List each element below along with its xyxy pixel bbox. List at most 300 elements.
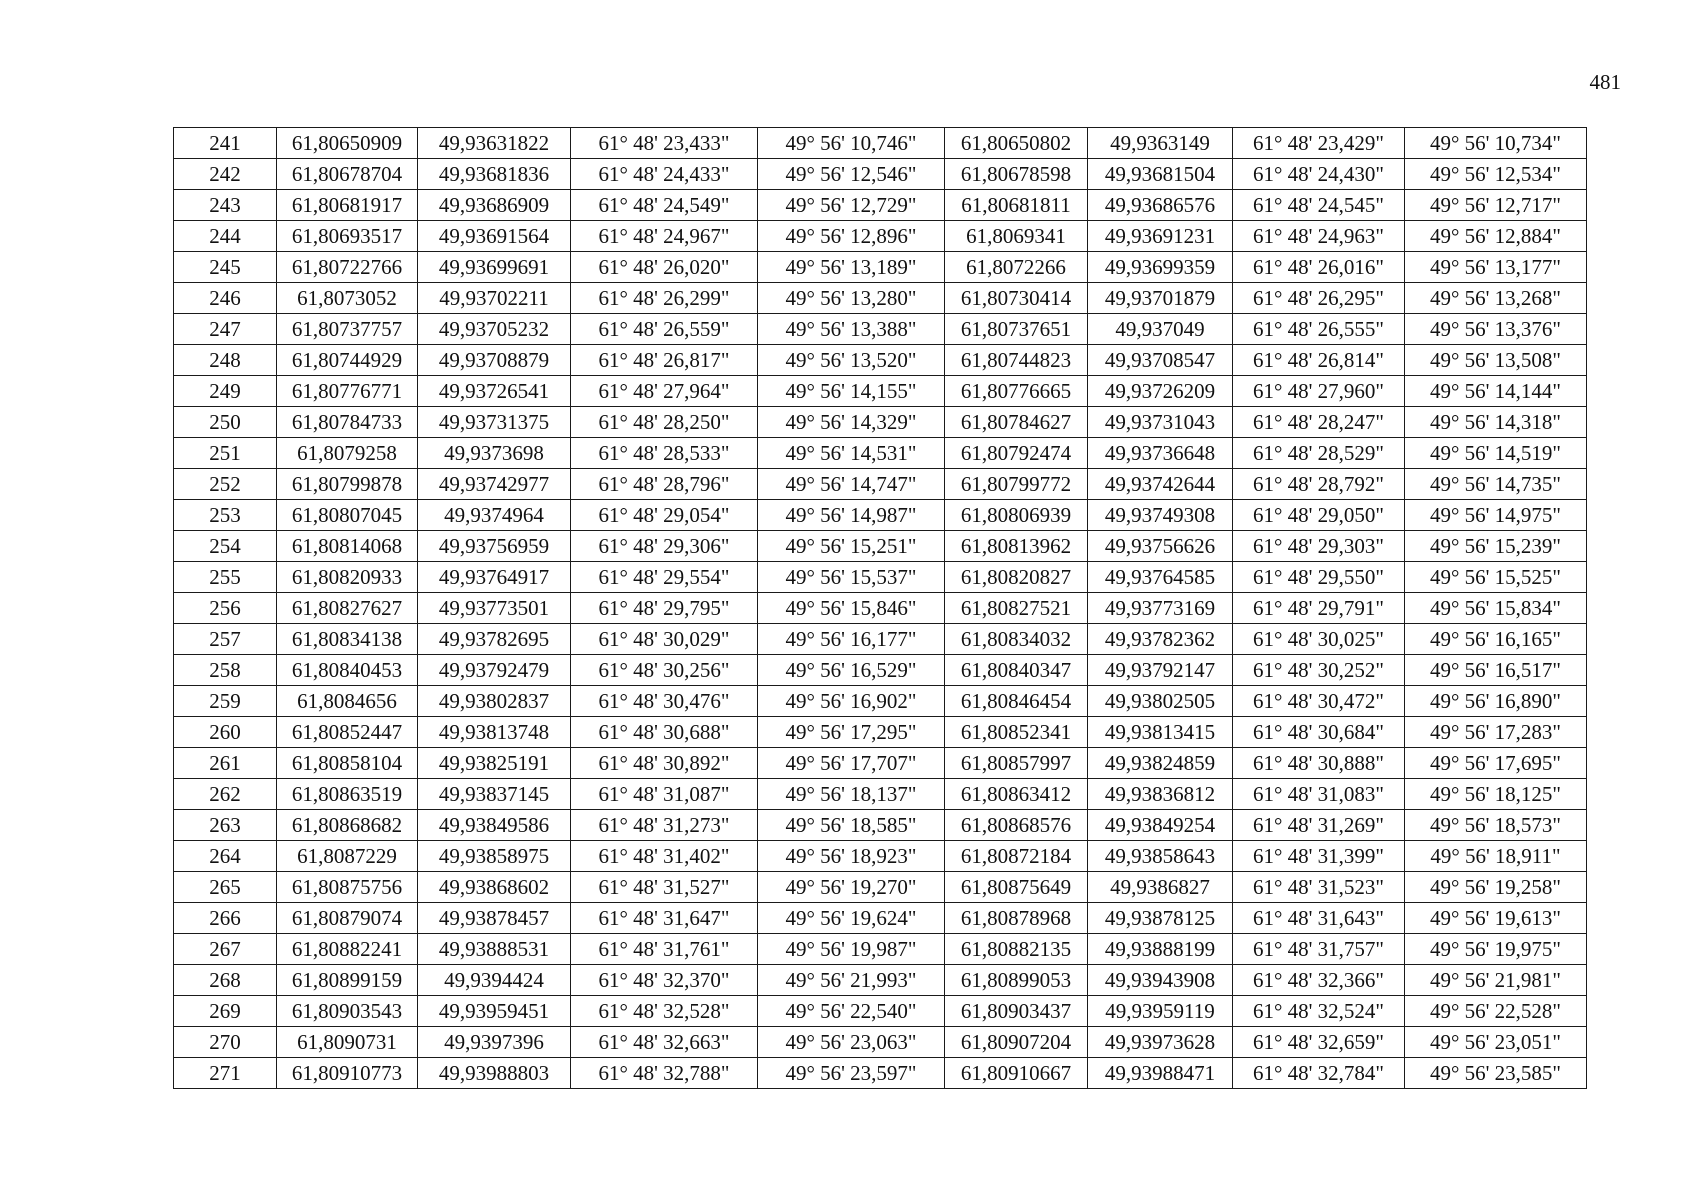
point-number-cell: 255 (174, 562, 277, 593)
longitude-dms-cell: 49° 56' 19,624" (758, 903, 945, 934)
latitude-decimal-cell: 61,80852447 (277, 717, 418, 748)
latitude-dms-cell: 61° 48' 30,892" (571, 748, 758, 779)
latitude-dms-cell: 61° 48' 28,533" (571, 438, 758, 469)
table-row (174, 1058, 1587, 1089)
longitude-decimal-cell: 49,93849586 (418, 810, 571, 841)
latitude-decimal-2-cell: 61,80868576 (945, 810, 1088, 841)
latitude-decimal-2-cell: 61,80857997 (945, 748, 1088, 779)
latitude-dms-cell: 61° 48' 29,054" (571, 500, 758, 531)
latitude-decimal-cell: 61,80814068 (277, 531, 418, 562)
longitude-decimal-2-cell: 49,93708547 (1088, 345, 1233, 376)
longitude-decimal-cell: 49,93825191 (418, 748, 571, 779)
latitude-dms-cell: 61° 48' 29,306" (571, 531, 758, 562)
latitude-decimal-cell: 61,80744929 (277, 345, 418, 376)
point-number-cell: 266 (174, 903, 277, 934)
latitude-dms-2-cell: 61° 48' 30,472" (1233, 686, 1405, 717)
longitude-dms-cell: 49° 56' 17,707" (758, 748, 945, 779)
longitude-dms-cell: 49° 56' 18,923" (758, 841, 945, 872)
point-number-cell: 243 (174, 190, 277, 221)
latitude-dms-2-cell: 61° 48' 27,960" (1233, 376, 1405, 407)
latitude-dms-cell: 61° 48' 28,796" (571, 469, 758, 500)
latitude-dms-cell: 61° 48' 24,549" (571, 190, 758, 221)
table-row (174, 965, 1587, 996)
latitude-decimal-2-cell: 61,80681811 (945, 190, 1088, 221)
point-number-cell: 263 (174, 810, 277, 841)
point-number-cell: 247 (174, 314, 277, 345)
point-number-cell: 245 (174, 252, 277, 283)
latitude-dms-2-cell: 61° 48' 31,643" (1233, 903, 1405, 934)
table-row (174, 531, 1587, 562)
latitude-decimal-cell: 61,80899159 (277, 965, 418, 996)
table-row (174, 407, 1587, 438)
longitude-decimal-cell: 49,93773501 (418, 593, 571, 624)
longitude-dms-2-cell: 49° 56' 16,890" (1405, 686, 1587, 717)
latitude-decimal-cell: 61,80678704 (277, 159, 418, 190)
longitude-decimal-2-cell: 49,93756626 (1088, 531, 1233, 562)
latitude-decimal-2-cell: 61,8072266 (945, 252, 1088, 283)
longitude-decimal-cell: 49,9374964 (418, 500, 571, 531)
longitude-decimal-2-cell: 49,93701879 (1088, 283, 1233, 314)
longitude-decimal-2-cell: 49,93726209 (1088, 376, 1233, 407)
longitude-decimal-2-cell: 49,93878125 (1088, 903, 1233, 934)
longitude-dms-2-cell: 49° 56' 19,613" (1405, 903, 1587, 934)
latitude-dms-2-cell: 61° 48' 26,555" (1233, 314, 1405, 345)
longitude-dms-cell: 49° 56' 13,520" (758, 345, 945, 376)
latitude-decimal-cell: 61,8073052 (277, 283, 418, 314)
latitude-decimal-cell: 61,8079258 (277, 438, 418, 469)
longitude-dms-cell: 49° 56' 14,987" (758, 500, 945, 531)
longitude-decimal-2-cell: 49,93782362 (1088, 624, 1233, 655)
latitude-dms-2-cell: 61° 48' 31,757" (1233, 934, 1405, 965)
longitude-dms-cell: 49° 56' 14,747" (758, 469, 945, 500)
latitude-decimal-2-cell: 61,80875649 (945, 872, 1088, 903)
latitude-dms-2-cell: 61° 48' 24,963" (1233, 221, 1405, 252)
table-body (174, 128, 1587, 1089)
latitude-decimal-cell: 61,8084656 (277, 686, 418, 717)
table-row (174, 438, 1587, 469)
longitude-dms-2-cell: 49° 56' 15,834" (1405, 593, 1587, 624)
latitude-decimal-cell: 61,8087229 (277, 841, 418, 872)
table-row (174, 748, 1587, 779)
latitude-dms-2-cell: 61° 48' 32,659" (1233, 1027, 1405, 1058)
latitude-decimal-2-cell: 61,80678598 (945, 159, 1088, 190)
latitude-dms-2-cell: 61° 48' 31,523" (1233, 872, 1405, 903)
point-number-cell: 258 (174, 655, 277, 686)
longitude-dms-2-cell: 49° 56' 17,283" (1405, 717, 1587, 748)
longitude-decimal-2-cell: 49,93699359 (1088, 252, 1233, 283)
longitude-decimal-2-cell: 49,93849254 (1088, 810, 1233, 841)
longitude-dms-cell: 49° 56' 14,329" (758, 407, 945, 438)
latitude-decimal-2-cell: 61,80792474 (945, 438, 1088, 469)
longitude-dms-2-cell: 49° 56' 14,975" (1405, 500, 1587, 531)
table-row (174, 841, 1587, 872)
latitude-decimal-2-cell: 61,80834032 (945, 624, 1088, 655)
table-row (174, 779, 1587, 810)
latitude-decimal-2-cell: 61,80827521 (945, 593, 1088, 624)
longitude-decimal-cell: 49,93691564 (418, 221, 571, 252)
latitude-dms-cell: 61° 48' 29,795" (571, 593, 758, 624)
longitude-dms-cell: 49° 56' 15,251" (758, 531, 945, 562)
latitude-dms-2-cell: 61° 48' 26,016" (1233, 252, 1405, 283)
longitude-decimal-2-cell: 49,93836812 (1088, 779, 1233, 810)
longitude-decimal-cell: 49,93699691 (418, 252, 571, 283)
longitude-dms-2-cell: 49° 56' 14,144" (1405, 376, 1587, 407)
longitude-decimal-2-cell: 49,93824859 (1088, 748, 1233, 779)
page-number: 481 (1589, 70, 1621, 94)
longitude-decimal-cell: 49,93764917 (418, 562, 571, 593)
point-number-cell: 264 (174, 841, 277, 872)
point-number-cell: 259 (174, 686, 277, 717)
longitude-decimal-cell: 49,93782695 (418, 624, 571, 655)
latitude-dms-cell: 61° 48' 26,559" (571, 314, 758, 345)
longitude-dms-cell: 49° 56' 13,280" (758, 283, 945, 314)
latitude-decimal-2-cell: 61,80899053 (945, 965, 1088, 996)
point-number-cell: 267 (174, 934, 277, 965)
table-row (174, 810, 1587, 841)
longitude-dms-2-cell: 49° 56' 19,258" (1405, 872, 1587, 903)
longitude-dms-cell: 49° 56' 15,537" (758, 562, 945, 593)
longitude-dms-cell: 49° 56' 19,270" (758, 872, 945, 903)
point-number-cell: 252 (174, 469, 277, 500)
latitude-decimal-2-cell: 61,80813962 (945, 531, 1088, 562)
latitude-decimal-2-cell: 61,80650802 (945, 128, 1088, 159)
latitude-dms-cell: 61° 48' 32,663" (571, 1027, 758, 1058)
longitude-dms-2-cell: 49° 56' 16,165" (1405, 624, 1587, 655)
longitude-dms-cell: 49° 56' 14,531" (758, 438, 945, 469)
latitude-decimal-2-cell: 61,80784627 (945, 407, 1088, 438)
latitude-decimal-cell: 61,80776771 (277, 376, 418, 407)
latitude-dms-2-cell: 61° 48' 32,524" (1233, 996, 1405, 1027)
table-row (174, 376, 1587, 407)
latitude-decimal-cell: 61,80868682 (277, 810, 418, 841)
table-row (174, 221, 1587, 252)
point-number-cell: 250 (174, 407, 277, 438)
point-number-cell: 242 (174, 159, 277, 190)
longitude-dms-cell: 49° 56' 23,063" (758, 1027, 945, 1058)
latitude-dms-2-cell: 61° 48' 31,399" (1233, 841, 1405, 872)
latitude-dms-cell: 61° 48' 31,761" (571, 934, 758, 965)
point-number-cell: 249 (174, 376, 277, 407)
longitude-decimal-2-cell: 49,93764585 (1088, 562, 1233, 593)
latitude-dms-2-cell: 61° 48' 30,888" (1233, 748, 1405, 779)
point-number-cell: 246 (174, 283, 277, 314)
point-number-cell: 270 (174, 1027, 277, 1058)
point-number-cell: 260 (174, 717, 277, 748)
longitude-decimal-2-cell: 49,93686576 (1088, 190, 1233, 221)
latitude-decimal-cell: 61,80681917 (277, 190, 418, 221)
latitude-dms-cell: 61° 48' 31,647" (571, 903, 758, 934)
longitude-dms-2-cell: 49° 56' 23,051" (1405, 1027, 1587, 1058)
longitude-dms-cell: 49° 56' 13,388" (758, 314, 945, 345)
latitude-decimal-cell: 61,80910773 (277, 1058, 418, 1089)
latitude-decimal-2-cell: 61,80806939 (945, 500, 1088, 531)
longitude-dms-2-cell: 49° 56' 17,695" (1405, 748, 1587, 779)
table-row (174, 934, 1587, 965)
longitude-decimal-2-cell: 49,93736648 (1088, 438, 1233, 469)
longitude-decimal-2-cell: 49,93988471 (1088, 1058, 1233, 1089)
latitude-dms-2-cell: 61° 48' 29,791" (1233, 593, 1405, 624)
point-number-cell: 248 (174, 345, 277, 376)
longitude-decimal-cell: 49,93708879 (418, 345, 571, 376)
longitude-dms-cell: 49° 56' 16,902" (758, 686, 945, 717)
table-row (174, 283, 1587, 314)
point-number-cell: 262 (174, 779, 277, 810)
longitude-decimal-2-cell: 49,93813415 (1088, 717, 1233, 748)
longitude-dms-2-cell: 49° 56' 13,376" (1405, 314, 1587, 345)
table-row (174, 1027, 1587, 1058)
longitude-dms-cell: 49° 56' 17,295" (758, 717, 945, 748)
latitude-dms-2-cell: 61° 48' 26,295" (1233, 283, 1405, 314)
longitude-dms-cell: 49° 56' 13,189" (758, 252, 945, 283)
longitude-dms-2-cell: 49° 56' 18,911" (1405, 841, 1587, 872)
longitude-decimal-cell: 49,9373698 (418, 438, 571, 469)
longitude-dms-2-cell: 49° 56' 12,534" (1405, 159, 1587, 190)
latitude-decimal-cell: 61,8090731 (277, 1027, 418, 1058)
latitude-decimal-cell: 61,80882241 (277, 934, 418, 965)
latitude-decimal-cell: 61,80858104 (277, 748, 418, 779)
latitude-dms-2-cell: 61° 48' 29,050" (1233, 500, 1405, 531)
longitude-decimal-2-cell: 49,93742644 (1088, 469, 1233, 500)
point-number-cell: 241 (174, 128, 277, 159)
latitude-dms-2-cell: 61° 48' 31,083" (1233, 779, 1405, 810)
latitude-decimal-2-cell: 61,80907204 (945, 1027, 1088, 1058)
longitude-decimal-2-cell: 49,93731043 (1088, 407, 1233, 438)
longitude-dms-2-cell: 49° 56' 15,525" (1405, 562, 1587, 593)
latitude-decimal-2-cell: 61,80744823 (945, 345, 1088, 376)
longitude-dms-2-cell: 49° 56' 16,517" (1405, 655, 1587, 686)
latitude-decimal-2-cell: 61,80863412 (945, 779, 1088, 810)
table-row (174, 190, 1587, 221)
table-row (174, 717, 1587, 748)
longitude-dms-cell: 49° 56' 18,585" (758, 810, 945, 841)
latitude-dms-2-cell: 61° 48' 24,430" (1233, 159, 1405, 190)
latitude-dms-cell: 61° 48' 29,554" (571, 562, 758, 593)
longitude-decimal-cell: 49,93792479 (418, 655, 571, 686)
table-row (174, 159, 1587, 190)
longitude-decimal-cell: 49,93878457 (418, 903, 571, 934)
latitude-dms-2-cell: 61° 48' 28,247" (1233, 407, 1405, 438)
latitude-dms-2-cell: 61° 48' 28,792" (1233, 469, 1405, 500)
longitude-dms-cell: 49° 56' 14,155" (758, 376, 945, 407)
table-row (174, 996, 1587, 1027)
latitude-decimal-2-cell: 61,80872184 (945, 841, 1088, 872)
latitude-dms-2-cell: 61° 48' 32,366" (1233, 965, 1405, 996)
longitude-dms-2-cell: 49° 56' 18,125" (1405, 779, 1587, 810)
longitude-decimal-2-cell: 49,93888199 (1088, 934, 1233, 965)
longitude-decimal-2-cell: 49,93959119 (1088, 996, 1233, 1027)
latitude-decimal-cell: 61,80840453 (277, 655, 418, 686)
latitude-decimal-2-cell: 61,80903437 (945, 996, 1088, 1027)
longitude-decimal-cell: 49,93888531 (418, 934, 571, 965)
longitude-decimal-2-cell: 49,93973628 (1088, 1027, 1233, 1058)
latitude-dms-cell: 61° 48' 27,964" (571, 376, 758, 407)
table-row (174, 624, 1587, 655)
latitude-dms-2-cell: 61° 48' 32,784" (1233, 1058, 1405, 1089)
latitude-decimal-2-cell: 61,80840347 (945, 655, 1088, 686)
longitude-decimal-2-cell: 49,937049 (1088, 314, 1233, 345)
longitude-dms-2-cell: 49° 56' 13,508" (1405, 345, 1587, 376)
latitude-dms-cell: 61° 48' 32,528" (571, 996, 758, 1027)
table-row (174, 872, 1587, 903)
point-number-cell: 265 (174, 872, 277, 903)
latitude-dms-cell: 61° 48' 32,788" (571, 1058, 758, 1089)
table-row (174, 469, 1587, 500)
latitude-decimal-cell: 61,80903543 (277, 996, 418, 1027)
point-number-cell: 256 (174, 593, 277, 624)
latitude-dms-2-cell: 61° 48' 28,529" (1233, 438, 1405, 469)
point-number-cell: 251 (174, 438, 277, 469)
longitude-decimal-2-cell: 49,93943908 (1088, 965, 1233, 996)
latitude-dms-cell: 61° 48' 32,370" (571, 965, 758, 996)
point-number-cell: 244 (174, 221, 277, 252)
latitude-decimal-cell: 61,80693517 (277, 221, 418, 252)
longitude-dms-cell: 49° 56' 18,137" (758, 779, 945, 810)
table-row (174, 128, 1587, 159)
latitude-dms-2-cell: 61° 48' 26,814" (1233, 345, 1405, 376)
longitude-decimal-2-cell: 49,93858643 (1088, 841, 1233, 872)
latitude-decimal-cell: 61,80875756 (277, 872, 418, 903)
longitude-decimal-cell: 49,93837145 (418, 779, 571, 810)
latitude-decimal-2-cell: 61,80730414 (945, 283, 1088, 314)
longitude-dms-2-cell: 49° 56' 13,268" (1405, 283, 1587, 314)
longitude-decimal-cell: 49,93726541 (418, 376, 571, 407)
longitude-dms-2-cell: 49° 56' 15,239" (1405, 531, 1587, 562)
table-row (174, 903, 1587, 934)
point-number-cell: 261 (174, 748, 277, 779)
latitude-decimal-cell: 61,80807045 (277, 500, 418, 531)
latitude-dms-2-cell: 61° 48' 30,025" (1233, 624, 1405, 655)
longitude-dms-cell: 49° 56' 12,546" (758, 159, 945, 190)
latitude-dms-cell: 61° 48' 30,688" (571, 717, 758, 748)
longitude-dms-2-cell: 49° 56' 12,717" (1405, 190, 1587, 221)
latitude-decimal-cell: 61,80722766 (277, 252, 418, 283)
table-row (174, 252, 1587, 283)
coordinates-table (173, 127, 1587, 1089)
latitude-dms-cell: 61° 48' 26,817" (571, 345, 758, 376)
longitude-decimal-2-cell: 49,93792147 (1088, 655, 1233, 686)
longitude-decimal-2-cell: 49,93802505 (1088, 686, 1233, 717)
latitude-dms-cell: 61° 48' 31,402" (571, 841, 758, 872)
latitude-dms-cell: 61° 48' 26,020" (571, 252, 758, 283)
table-row (174, 655, 1587, 686)
longitude-decimal-cell: 49,93756959 (418, 531, 571, 562)
longitude-decimal-cell: 49,93681836 (418, 159, 571, 190)
longitude-dms-cell: 49° 56' 15,846" (758, 593, 945, 624)
latitude-decimal-2-cell: 61,80910667 (945, 1058, 1088, 1089)
longitude-decimal-cell: 49,93686909 (418, 190, 571, 221)
latitude-dms-cell: 61° 48' 26,299" (571, 283, 758, 314)
longitude-dms-2-cell: 49° 56' 12,884" (1405, 221, 1587, 252)
latitude-decimal-2-cell: 61,80882135 (945, 934, 1088, 965)
longitude-decimal-cell: 49,93868602 (418, 872, 571, 903)
latitude-decimal-cell: 61,80650909 (277, 128, 418, 159)
latitude-dms-cell: 61° 48' 31,273" (571, 810, 758, 841)
longitude-dms-cell: 49° 56' 21,993" (758, 965, 945, 996)
latitude-dms-2-cell: 61° 48' 29,303" (1233, 531, 1405, 562)
latitude-decimal-cell: 61,80799878 (277, 469, 418, 500)
latitude-dms-cell: 61° 48' 31,527" (571, 872, 758, 903)
latitude-dms-cell: 61° 48' 24,433" (571, 159, 758, 190)
latitude-decimal-2-cell: 61,80776665 (945, 376, 1088, 407)
longitude-decimal-cell: 49,93702211 (418, 283, 571, 314)
latitude-dms-2-cell: 61° 48' 29,550" (1233, 562, 1405, 593)
latitude-decimal-2-cell: 61,80852341 (945, 717, 1088, 748)
longitude-dms-2-cell: 49° 56' 22,528" (1405, 996, 1587, 1027)
longitude-dms-cell: 49° 56' 19,987" (758, 934, 945, 965)
longitude-dms-cell: 49° 56' 23,597" (758, 1058, 945, 1089)
longitude-dms-2-cell: 49° 56' 14,735" (1405, 469, 1587, 500)
table-row (174, 686, 1587, 717)
longitude-dms-cell: 49° 56' 16,529" (758, 655, 945, 686)
longitude-decimal-2-cell: 49,9363149 (1088, 128, 1233, 159)
latitude-decimal-cell: 61,80827627 (277, 593, 418, 624)
longitude-decimal-cell: 49,93813748 (418, 717, 571, 748)
latitude-dms-2-cell: 61° 48' 24,545" (1233, 190, 1405, 221)
latitude-decimal-2-cell: 61,8069341 (945, 221, 1088, 252)
longitude-dms-cell: 49° 56' 12,729" (758, 190, 945, 221)
longitude-dms-2-cell: 49° 56' 10,734" (1405, 128, 1587, 159)
longitude-dms-2-cell: 49° 56' 13,177" (1405, 252, 1587, 283)
latitude-decimal-2-cell: 61,80737651 (945, 314, 1088, 345)
latitude-dms-cell: 61° 48' 23,433" (571, 128, 758, 159)
longitude-decimal-2-cell: 49,93749308 (1088, 500, 1233, 531)
longitude-decimal-cell: 49,93705232 (418, 314, 571, 345)
latitude-dms-cell: 61° 48' 28,250" (571, 407, 758, 438)
longitude-decimal-cell: 49,93988803 (418, 1058, 571, 1089)
longitude-dms-cell: 49° 56' 16,177" (758, 624, 945, 655)
longitude-decimal-cell: 49,93631822 (418, 128, 571, 159)
latitude-dms-2-cell: 61° 48' 30,684" (1233, 717, 1405, 748)
table-row (174, 500, 1587, 531)
latitude-decimal-2-cell: 61,80846454 (945, 686, 1088, 717)
longitude-decimal-2-cell: 49,93773169 (1088, 593, 1233, 624)
latitude-decimal-cell: 61,80863519 (277, 779, 418, 810)
longitude-decimal-2-cell: 49,93691231 (1088, 221, 1233, 252)
latitude-decimal-cell: 61,80879074 (277, 903, 418, 934)
longitude-decimal-cell: 49,9394424 (418, 965, 571, 996)
latitude-dms-2-cell: 61° 48' 23,429" (1233, 128, 1405, 159)
latitude-dms-cell: 61° 48' 24,967" (571, 221, 758, 252)
table-row (174, 345, 1587, 376)
point-number-cell: 268 (174, 965, 277, 996)
longitude-dms-cell: 49° 56' 10,746" (758, 128, 945, 159)
longitude-dms-cell: 49° 56' 22,540" (758, 996, 945, 1027)
longitude-decimal-cell: 49,93742977 (418, 469, 571, 500)
table-row (174, 314, 1587, 345)
latitude-dms-cell: 61° 48' 30,476" (571, 686, 758, 717)
latitude-decimal-cell: 61,80834138 (277, 624, 418, 655)
longitude-dms-2-cell: 49° 56' 21,981" (1405, 965, 1587, 996)
longitude-decimal-cell: 49,93731375 (418, 407, 571, 438)
latitude-dms-cell: 61° 48' 30,029" (571, 624, 758, 655)
point-number-cell: 253 (174, 500, 277, 531)
longitude-dms-2-cell: 49° 56' 18,573" (1405, 810, 1587, 841)
latitude-dms-2-cell: 61° 48' 30,252" (1233, 655, 1405, 686)
latitude-dms-2-cell: 61° 48' 31,269" (1233, 810, 1405, 841)
longitude-dms-2-cell: 49° 56' 19,975" (1405, 934, 1587, 965)
point-number-cell: 257 (174, 624, 277, 655)
longitude-decimal-cell: 49,93959451 (418, 996, 571, 1027)
longitude-dms-2-cell: 49° 56' 23,585" (1405, 1058, 1587, 1089)
table-row (174, 562, 1587, 593)
table-row (174, 593, 1587, 624)
latitude-dms-cell: 61° 48' 30,256" (571, 655, 758, 686)
longitude-decimal-cell: 49,93858975 (418, 841, 571, 872)
longitude-decimal-2-cell: 49,9386827 (1088, 872, 1233, 903)
point-number-cell: 254 (174, 531, 277, 562)
latitude-decimal-cell: 61,80820933 (277, 562, 418, 593)
longitude-decimal-cell: 49,93802837 (418, 686, 571, 717)
